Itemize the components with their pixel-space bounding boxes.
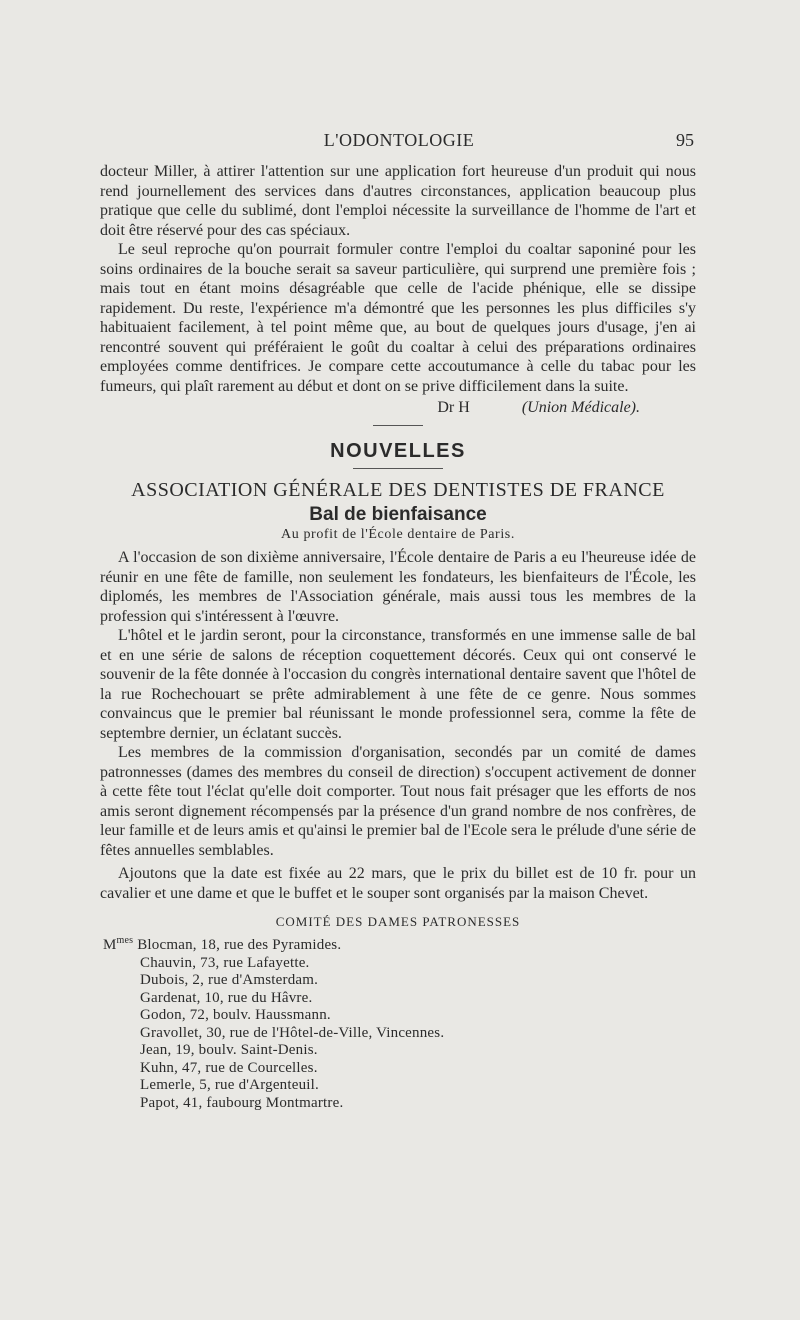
list-item: Chauvin, 73, rue Lafayette. bbox=[140, 954, 310, 971]
signature-author: Dr H bbox=[437, 399, 470, 416]
signature-source: (Union Médicale). bbox=[521, 399, 640, 416]
divider-rule bbox=[373, 425, 423, 426]
list-item: Dubois, 2, rue d'Amsterdam. bbox=[140, 972, 319, 988]
journal-title: L'ODONTOLOGIE bbox=[323, 130, 475, 150]
honorific: M bbox=[103, 937, 117, 953]
list-item: Jean, 19, boulv. Saint-Denis. bbox=[140, 1042, 318, 1058]
list-item: Kuhn, 47, rue de Courcelles. bbox=[140, 1059, 318, 1076]
member-entry: Blocman, 18, rue des Pyramides. bbox=[137, 937, 342, 953]
news-paragraph: Les membres de la commission d'organisation, secondés par un comité de dames patronnesses (dames des membres du conseil de direction) s'occupent activement de donner à cette fête tout l'éclat qu'elle doit comporter. Tout nous fait présager que les efforts de nos amis seront dignement récompensés par la présence d'un grand nombre de nos confrères, de leur famille et de leurs amis et qu'ainsi le premier bal de l'Ecole sera le prélude d'une série de fêtes annuelles semblables. bbox=[100, 744, 696, 859]
signature-line bbox=[100, 398, 696, 418]
list-item: Lemerle, 5, rue d'Argenteuil. bbox=[140, 1077, 319, 1093]
page-body bbox=[100, 162, 696, 1112]
paragraph-continuation: docteur Miller, à attirer l'attention sur une application fort heureuse d'un produit qui nous rend journellement des services dans d'autres circonstances, application beaucoup plus pratique que celle du sublimé, dont l'emploi nécessite la surveillance de l'homme de l'art et doit être réservé pour des cas spéciaux. bbox=[100, 163, 696, 239]
running-header bbox=[104, 130, 694, 156]
section-title: NOUVELLES bbox=[330, 440, 466, 462]
page-number: 95 bbox=[676, 130, 694, 150]
news-paragraph: L'hôtel et le jardin seront, pour la circonstance, transformés en une immense salle de bal et en une série de salons de réception coquettement décorés. Ceux qui ont conservé le souvenir de la fête donnée à l'occasion du congrès international dentaire savent que l'hôtel de la rue Rochechouart se prête admirablement à une fête de ce genre. Nous sommes convaincus que le premier bal réunissant le monde professionnel sera, comme la fête de septembre dernier, un éclatant succès. bbox=[100, 627, 696, 742]
committee-list bbox=[100, 932, 696, 1112]
list-item: Godon, 72, boulv. Haussmann. bbox=[140, 1007, 331, 1023]
event-heading: Bal de bienfaisance bbox=[309, 504, 487, 525]
news-paragraph: A l'occasion de son dixième anniversaire, l'École dentaire de Paris a eu l'heureuse idée de réunir en une fête de famille, non seulement les fondateurs, les bienfaiteurs de l'École, les diplomés, les membres de l'Association générale, mais aussi tous les membres de la profession qui s'intéressent à l'œuvre. bbox=[100, 549, 696, 625]
list-item: Gardenat, 10, rue du Hâvre. bbox=[140, 989, 313, 1006]
honorific-superscript: mes bbox=[116, 935, 134, 946]
association-heading: ASSOCIATION GÉNÉRALE DES DENTISTES DE FRANCE bbox=[131, 479, 665, 501]
paragraph-coaltar: Le seul reproche qu'on pourrait formuler contre l'emploi du coaltar saponiné pour les soins ordinaires de la bouche serait sa saveur particulière, qui surprend une première fois ; mais tout en étant moins désagréable que celle de l'acide phénique, elle se dissipe rapidement. Du reste, l'expérience m'a démontré que les personnes les plus difficiles s'y habituaient facilement, à tel point même que, au bout de quelques jours d'usage, j'en ai rencontré souvent qui préféraient le goût du coaltar à celui des préparations ordinaires employées comme dentifrices. Je compare cette accoutumance à celle du tabac pour les fumeurs, qui plaît rarement au début et dont on se prive difficilement dans la suite. bbox=[100, 241, 696, 395]
news-paragraph: Ajoutons que la date est fixée au 22 mars, que le prix du billet est de 10 fr. pour un cavalier et une dame et que le buffet et le souper sont organisés par la maison Chevet. bbox=[100, 865, 696, 902]
section-underline bbox=[353, 468, 443, 469]
list-item: Papot, 41, faubourg Montmartre. bbox=[140, 1094, 344, 1111]
list-item: Gravollet, 30, rue de l'Hôtel-de-Ville, Vincennes. bbox=[140, 1024, 445, 1041]
event-subheading: Au profit de l'École dentaire de Paris. bbox=[281, 527, 515, 542]
committee-title: COMITÉ DES DAMES PATRONESSES bbox=[275, 914, 521, 929]
list-item bbox=[100, 932, 696, 955]
